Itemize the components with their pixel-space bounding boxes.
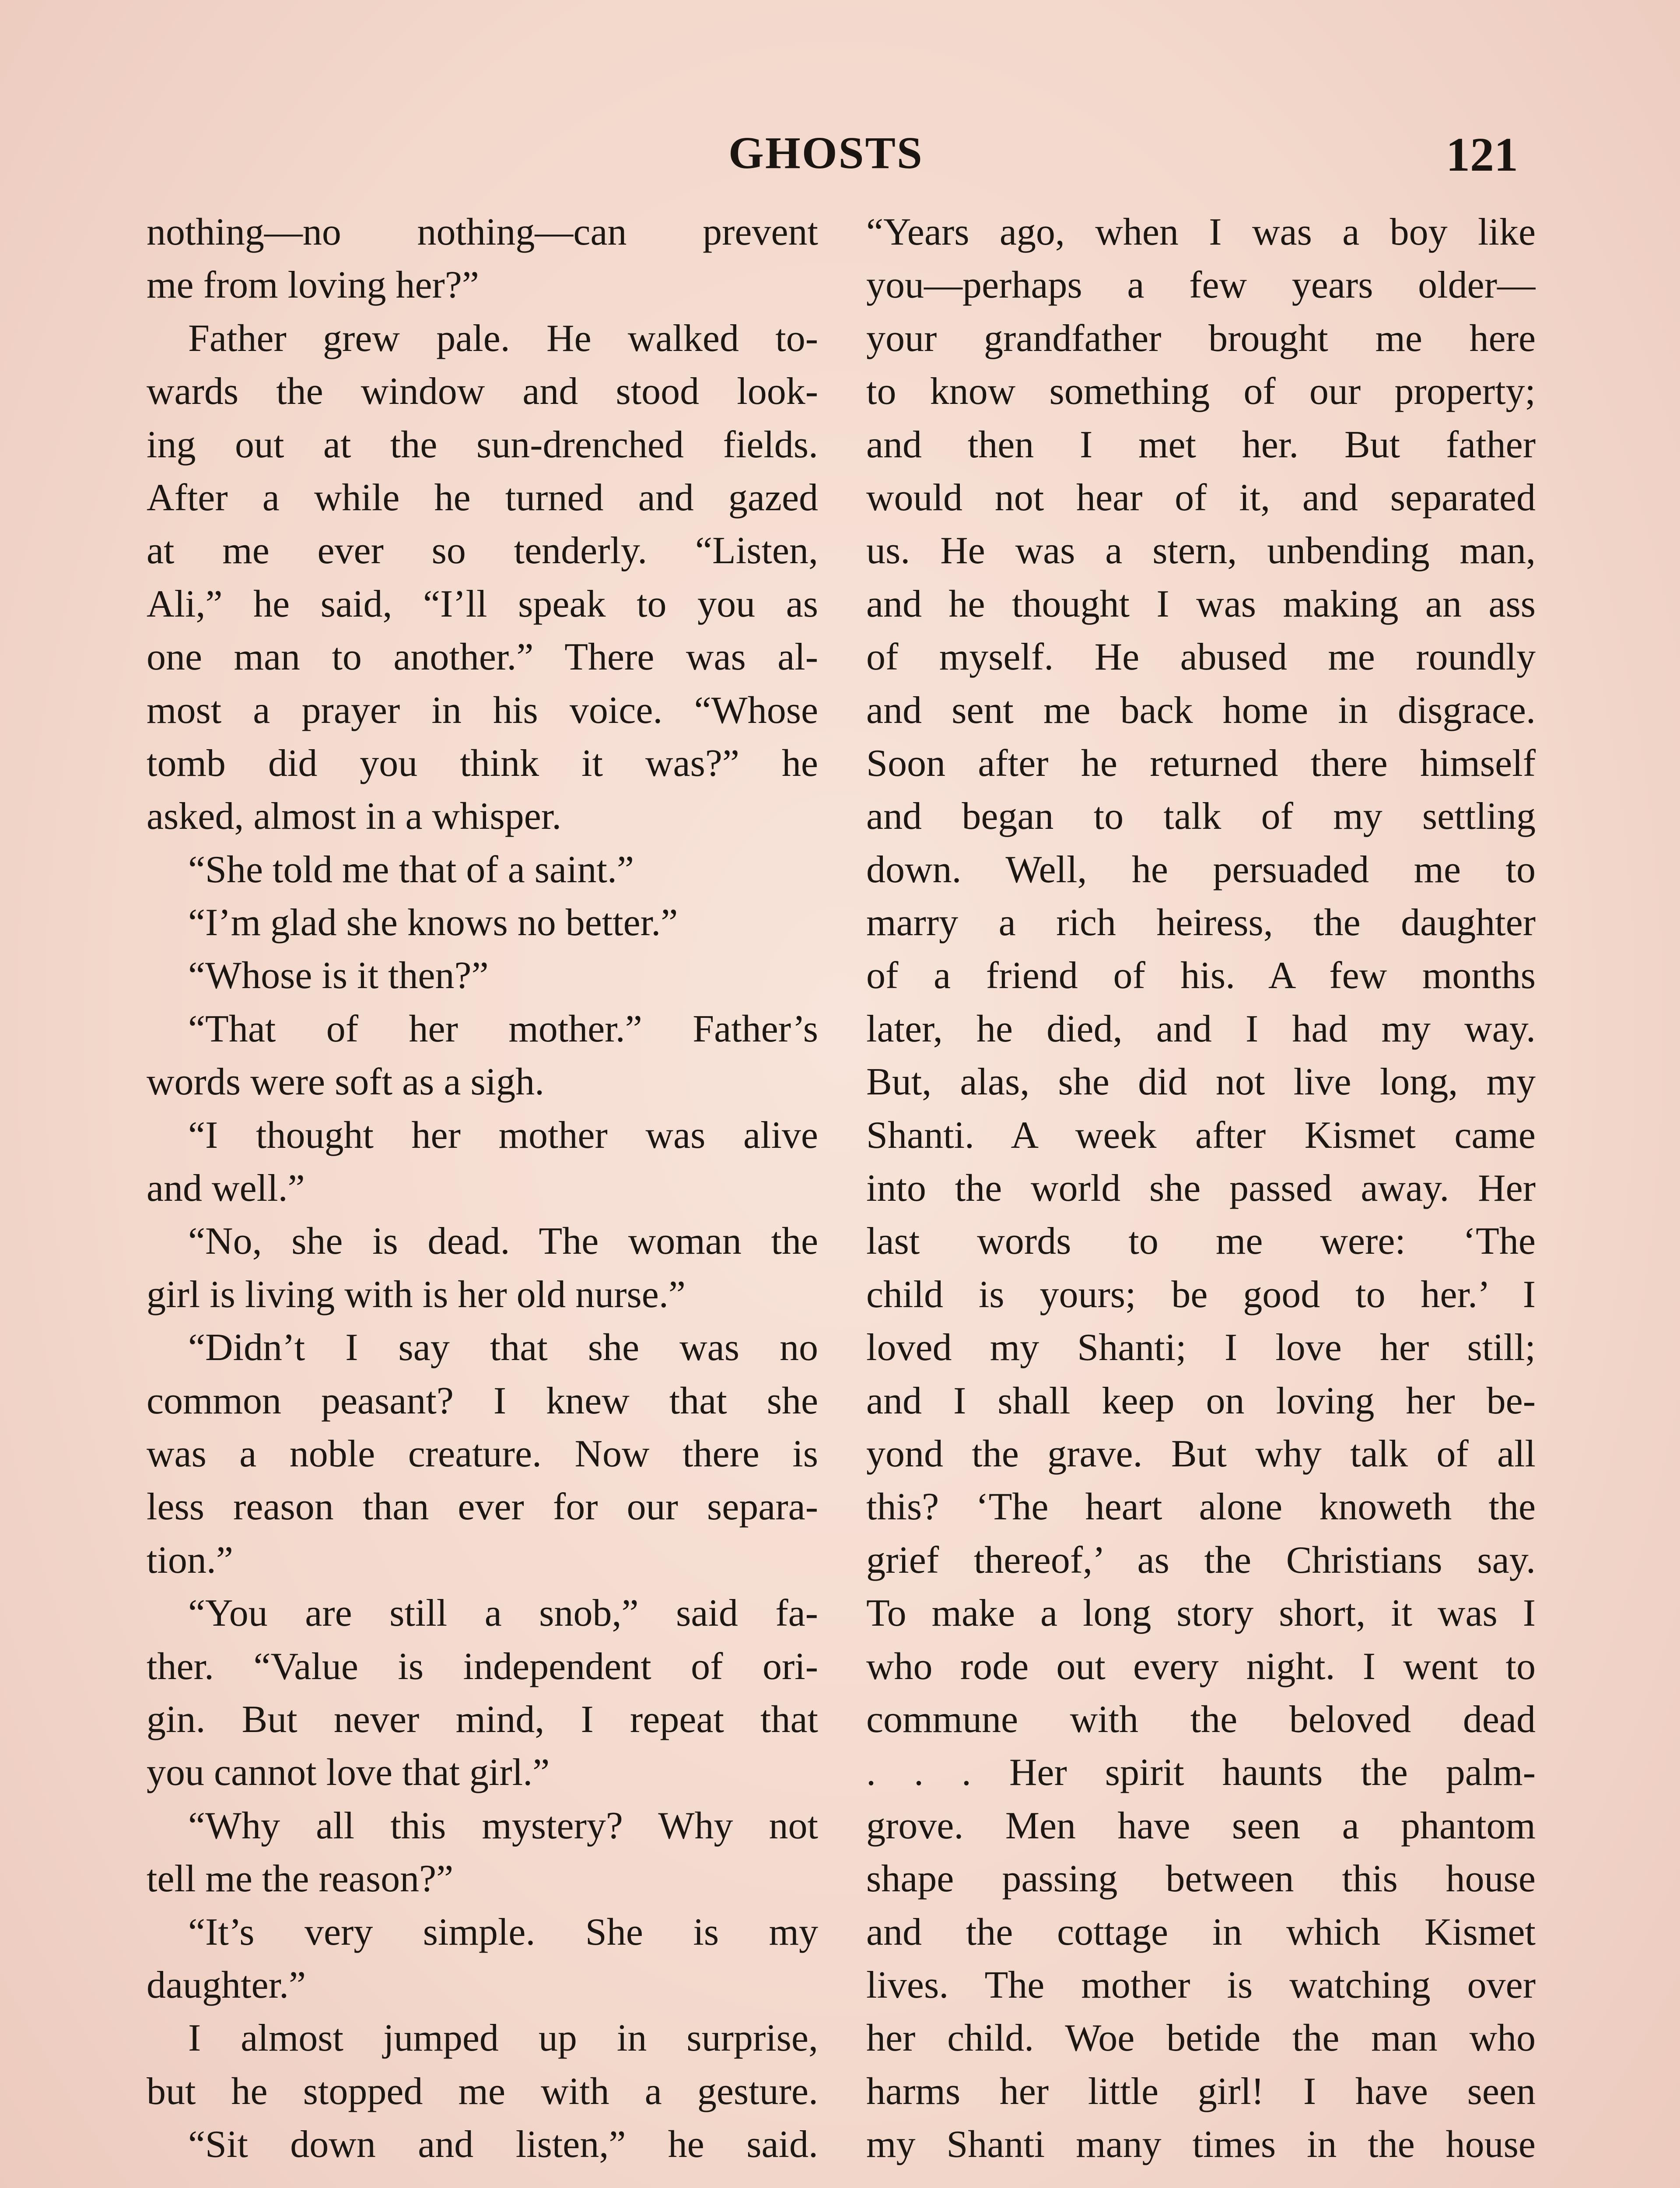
text-line: marry a rich heiress, the daughter <box>866 901 1536 944</box>
text-line: and then I met her. But father <box>866 423 1536 466</box>
text-line: “Years ago, when I was a boy like <box>866 211 1536 253</box>
text-line: and I shall keep on loving her be- <box>866 1379 1536 1422</box>
text-line: “Why all this mystery? Why not <box>188 1804 818 1847</box>
text-line: you cannot love that girl.” <box>147 1751 550 1794</box>
text-line: harms her little girl! I have seen <box>866 2070 1536 2113</box>
text-line: who rode out every night. I went to <box>866 1645 1536 1688</box>
left-text-column <box>147 206 818 2171</box>
text-line: would not hear of it, and separated <box>866 476 1536 519</box>
text-line: of myself. He abused me roundly <box>866 636 1536 679</box>
text-line: and began to talk of my settling <box>866 795 1536 838</box>
text-line: last words to me were: ‘The <box>866 1220 1536 1263</box>
text-line: your grandfather brought me here <box>866 317 1536 360</box>
text-line: “It’s very simple. She is my <box>188 1911 818 1953</box>
text-line: most a prayer in his voice. “Whose <box>147 689 818 732</box>
text-line: Shanti. A week after Kismet came <box>866 1114 1536 1157</box>
text-line: nothing—no nothing—can prevent <box>147 211 818 253</box>
text-line: words were soft as a sigh. <box>147 1061 545 1104</box>
page-title: GHOSTS <box>728 128 924 178</box>
text-line: later, he died, and I had my way. <box>866 1007 1536 1050</box>
text-line: and sent me back home in disgrace. <box>866 689 1536 732</box>
text-line: Ali,” he said, “I’ll speak to you as <box>147 582 818 625</box>
text-line: at me ever so tenderly. “Listen, <box>147 529 818 572</box>
text-line: and well.” <box>147 1167 305 1210</box>
text-line: child is yours; be good to her.’ I <box>866 1273 1536 1316</box>
text-line: girl is living with is her old nurse.” <box>147 1273 686 1316</box>
text-line: wards the window and stood look- <box>147 370 818 413</box>
text-line: lives. The mother is watching over <box>866 1964 1536 2006</box>
text-line: “That of her mother.” Father’s <box>188 1007 818 1050</box>
text-line: down. Well, he persuaded me to <box>866 848 1536 891</box>
text-line: grief thereof,’ as the Christians say. <box>866 1539 1536 1581</box>
page-number: 121 <box>1446 128 1518 181</box>
text-line: us. He was a stern, unbending man, <box>866 529 1536 572</box>
text-line: “No, she is dead. The woman the <box>188 1220 818 1263</box>
text-line: Father grew pale. He walked to- <box>188 317 818 360</box>
text-line: “You are still a snob,” said fa- <box>188 1592 818 1635</box>
text-line: and he thought I was making an ass <box>866 582 1536 625</box>
text-line: daughter.” <box>147 1964 306 2006</box>
text-line: . . . Her spirit haunts the palm- <box>866 1751 1536 1794</box>
text-line: me from loving her?” <box>147 264 479 307</box>
text-line: commune with the beloved dead <box>866 1698 1536 1741</box>
text-line: was a noble creature. Now there is <box>147 1432 818 1475</box>
text-line: “Didn’t I say that she was no <box>188 1326 818 1369</box>
text-line: you—perhaps a few years older— <box>866 264 1536 307</box>
text-line: but he stopped me with a gesture. <box>147 2070 818 2113</box>
text-line: to know something of our property; <box>866 370 1536 413</box>
text-line: this? ‘The heart alone knoweth the <box>866 1486 1536 1529</box>
text-line: gin. But never mind, I repeat that <box>147 1698 818 1741</box>
text-line: into the world she passed away. Her <box>866 1167 1536 1210</box>
text-line: of a friend of his. A few months <box>866 954 1536 997</box>
text-line: “I thought her mother was alive <box>188 1114 818 1157</box>
text-line: and the cottage in which Kismet <box>866 1911 1536 1953</box>
text-line: less reason than ever for our separa- <box>147 1486 818 1529</box>
text-line: my Shanti many times in the house <box>866 2123 1536 2166</box>
text-line: yond the grave. But why talk of all <box>866 1432 1536 1475</box>
text-line: one man to another.” There was al- <box>147 636 818 679</box>
text-line: common peasant? I knew that she <box>147 1379 818 1422</box>
text-line: “She told me that of a saint.” <box>188 848 634 891</box>
text-line: “I’m glad she knows no better.” <box>188 901 678 944</box>
text-line: tell me the reason?” <box>147 1858 454 1900</box>
text-line: ing out at the sun-drenched fields. <box>147 423 818 466</box>
text-line: tion.” <box>147 1539 233 1581</box>
text-line: I almost jumped up in surprise, <box>188 2017 818 2060</box>
text-line: shape passing between this house <box>866 1858 1536 1900</box>
text-line: After a while he turned and gazed <box>147 476 818 519</box>
running-head <box>0 127 1680 193</box>
right-text-column <box>866 206 1536 2171</box>
text-line: loved my Shanti; I love her still; <box>866 1326 1536 1369</box>
text-line: To make a long story short, it was I <box>866 1592 1536 1635</box>
text-line: ther. “Value is independent of ori- <box>147 1645 818 1688</box>
text-line: But, alas, she did not live long, my <box>866 1061 1536 1104</box>
text-line: “Sit down and listen,” he said. <box>188 2123 818 2166</box>
text-line: tomb did you think it was?” he <box>147 742 818 785</box>
text-line: Soon after he returned there himself <box>866 742 1536 785</box>
text-line: her child. Woe betide the man who <box>866 2017 1536 2060</box>
text-line: asked, almost in a whisper. <box>147 795 562 838</box>
text-line: grove. Men have seen a phantom <box>866 1804 1536 1847</box>
text-line: “Whose is it then?” <box>188 954 489 997</box>
